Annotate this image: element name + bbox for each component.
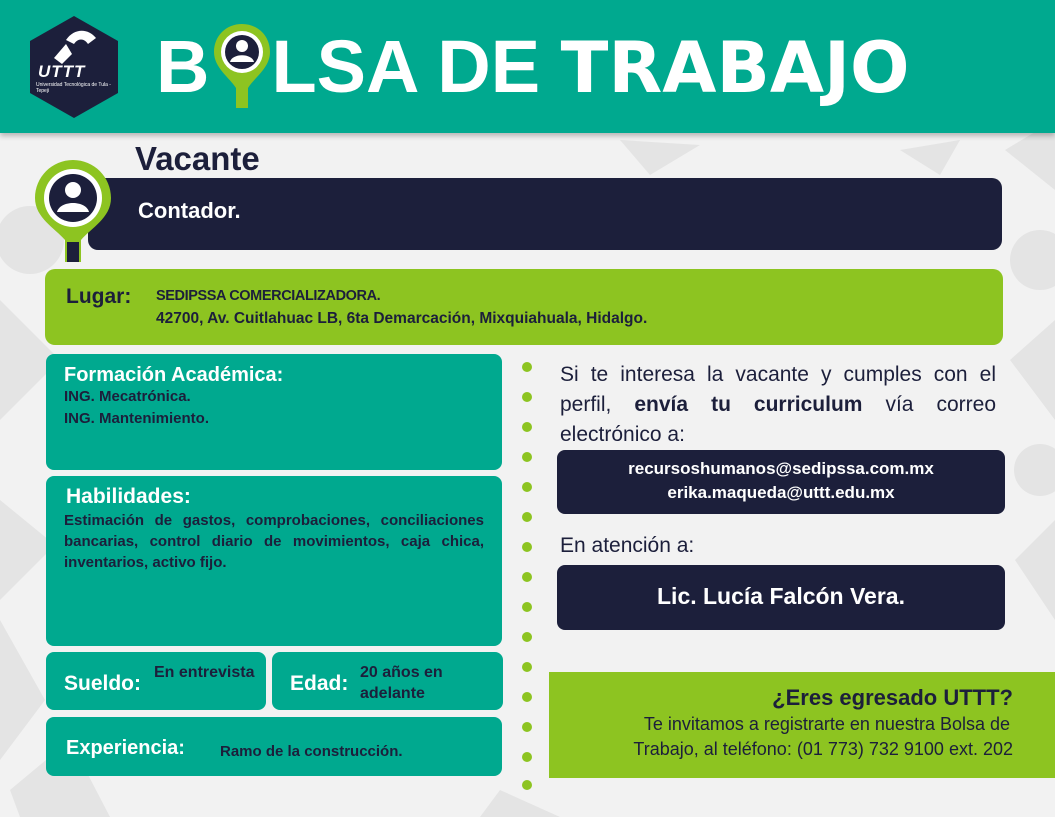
lugar-company: SEDIPSSA COMERCIALIZADORA. <box>156 288 381 304</box>
divider-dot <box>522 572 532 582</box>
email-link[interactable]: erika.maqueda@uttt.edu.mx <box>667 483 895 502</box>
vacante-label: Vacante <box>135 140 260 177</box>
formacion-item: ING. Mantenimiento. <box>64 410 210 427</box>
lugar-label: Lugar: <box>66 285 132 308</box>
header-banner <box>0 0 1055 133</box>
experiencia-label: Experiencia: <box>66 737 185 759</box>
divider-dot <box>522 362 532 372</box>
sueldo-card <box>46 652 266 710</box>
experiencia-card <box>46 717 502 776</box>
location-pin-icon <box>212 22 272 110</box>
sueldo-label: Sueldo: <box>64 672 141 695</box>
title-first-letter: B <box>156 25 210 108</box>
divider-dot <box>522 692 532 702</box>
habilidades-label: Habilidades: <box>66 485 191 508</box>
divider-dot <box>522 632 532 642</box>
contact-box <box>557 565 1005 630</box>
egresado-line2: Trabajo, al teléfono: (01 773) 732 9100 ext. 202 <box>633 739 1013 759</box>
divider-dot <box>522 752 532 762</box>
divider-dot <box>522 602 532 612</box>
divider-dot <box>522 392 532 402</box>
divider-dot <box>522 512 532 522</box>
experiencia-value: Ramo de la construcción. <box>220 743 403 760</box>
formacion-label: Formación Académica: <box>64 364 284 386</box>
lugar-address: 42700, Av. Cuitlahuac LB, 6ta Demarcación, Mixquiahuala, Hidalgo. <box>156 310 648 327</box>
user-pin-icon <box>33 158 113 264</box>
habilidades-card <box>46 476 502 646</box>
divider-dot <box>522 722 532 732</box>
divider-dot <box>522 662 532 672</box>
apply-text-2: vía correo electrónico a: <box>560 393 997 446</box>
formacion-item: ING. Mecatrónica. <box>64 388 191 405</box>
sueldo-value: En entrevista <box>154 664 255 681</box>
egresado-title: ¿Eres egresado UTTT? <box>772 685 1013 710</box>
divider-dot <box>522 482 532 492</box>
egresado-box <box>549 672 1055 778</box>
edad-value: 20 años en adelante <box>360 664 443 702</box>
egresado-line1: Te invitamos a registrarte en nuestra Bolsa de <box>643 714 1010 734</box>
page-title <box>156 22 1036 112</box>
email-box <box>557 450 1005 514</box>
attention-label: En atención a: <box>560 534 695 557</box>
divider-dot <box>522 542 532 552</box>
divider-dot <box>522 780 532 790</box>
lugar-box <box>45 269 1003 345</box>
habilidades-text: Estimación de gastos, comprobaciones, conciliaciones bancarias, control diario de movimientos, caja chica, inventarios, activo fijo. <box>64 512 484 571</box>
title-word-bolsa: LSA DE <box>271 25 541 108</box>
logo-text: UTTT <box>38 62 86 81</box>
title-word-trabajo: TRABAJO <box>560 27 910 109</box>
contact-name: Lic. Lucía Falcón Vera. <box>657 583 905 609</box>
logo-subtext: Universidad Tecnológica de Tula - Tepeji <box>36 82 111 94</box>
edad-label: Edad: <box>290 672 349 695</box>
apply-instructions <box>560 360 996 450</box>
apply-text-bold: envía tu curriculum <box>634 393 863 416</box>
divider-dot <box>522 422 532 432</box>
formacion-card <box>46 354 502 470</box>
apply-text-1: Si te interesa la vacante y cumples con el perfil, <box>560 363 996 416</box>
email-link[interactable]: recursoshumanos@sedipssa.com.mx <box>628 459 934 478</box>
divider-dot <box>522 452 532 462</box>
vacante-position: Contador. <box>138 198 241 223</box>
edad-card <box>272 652 503 710</box>
